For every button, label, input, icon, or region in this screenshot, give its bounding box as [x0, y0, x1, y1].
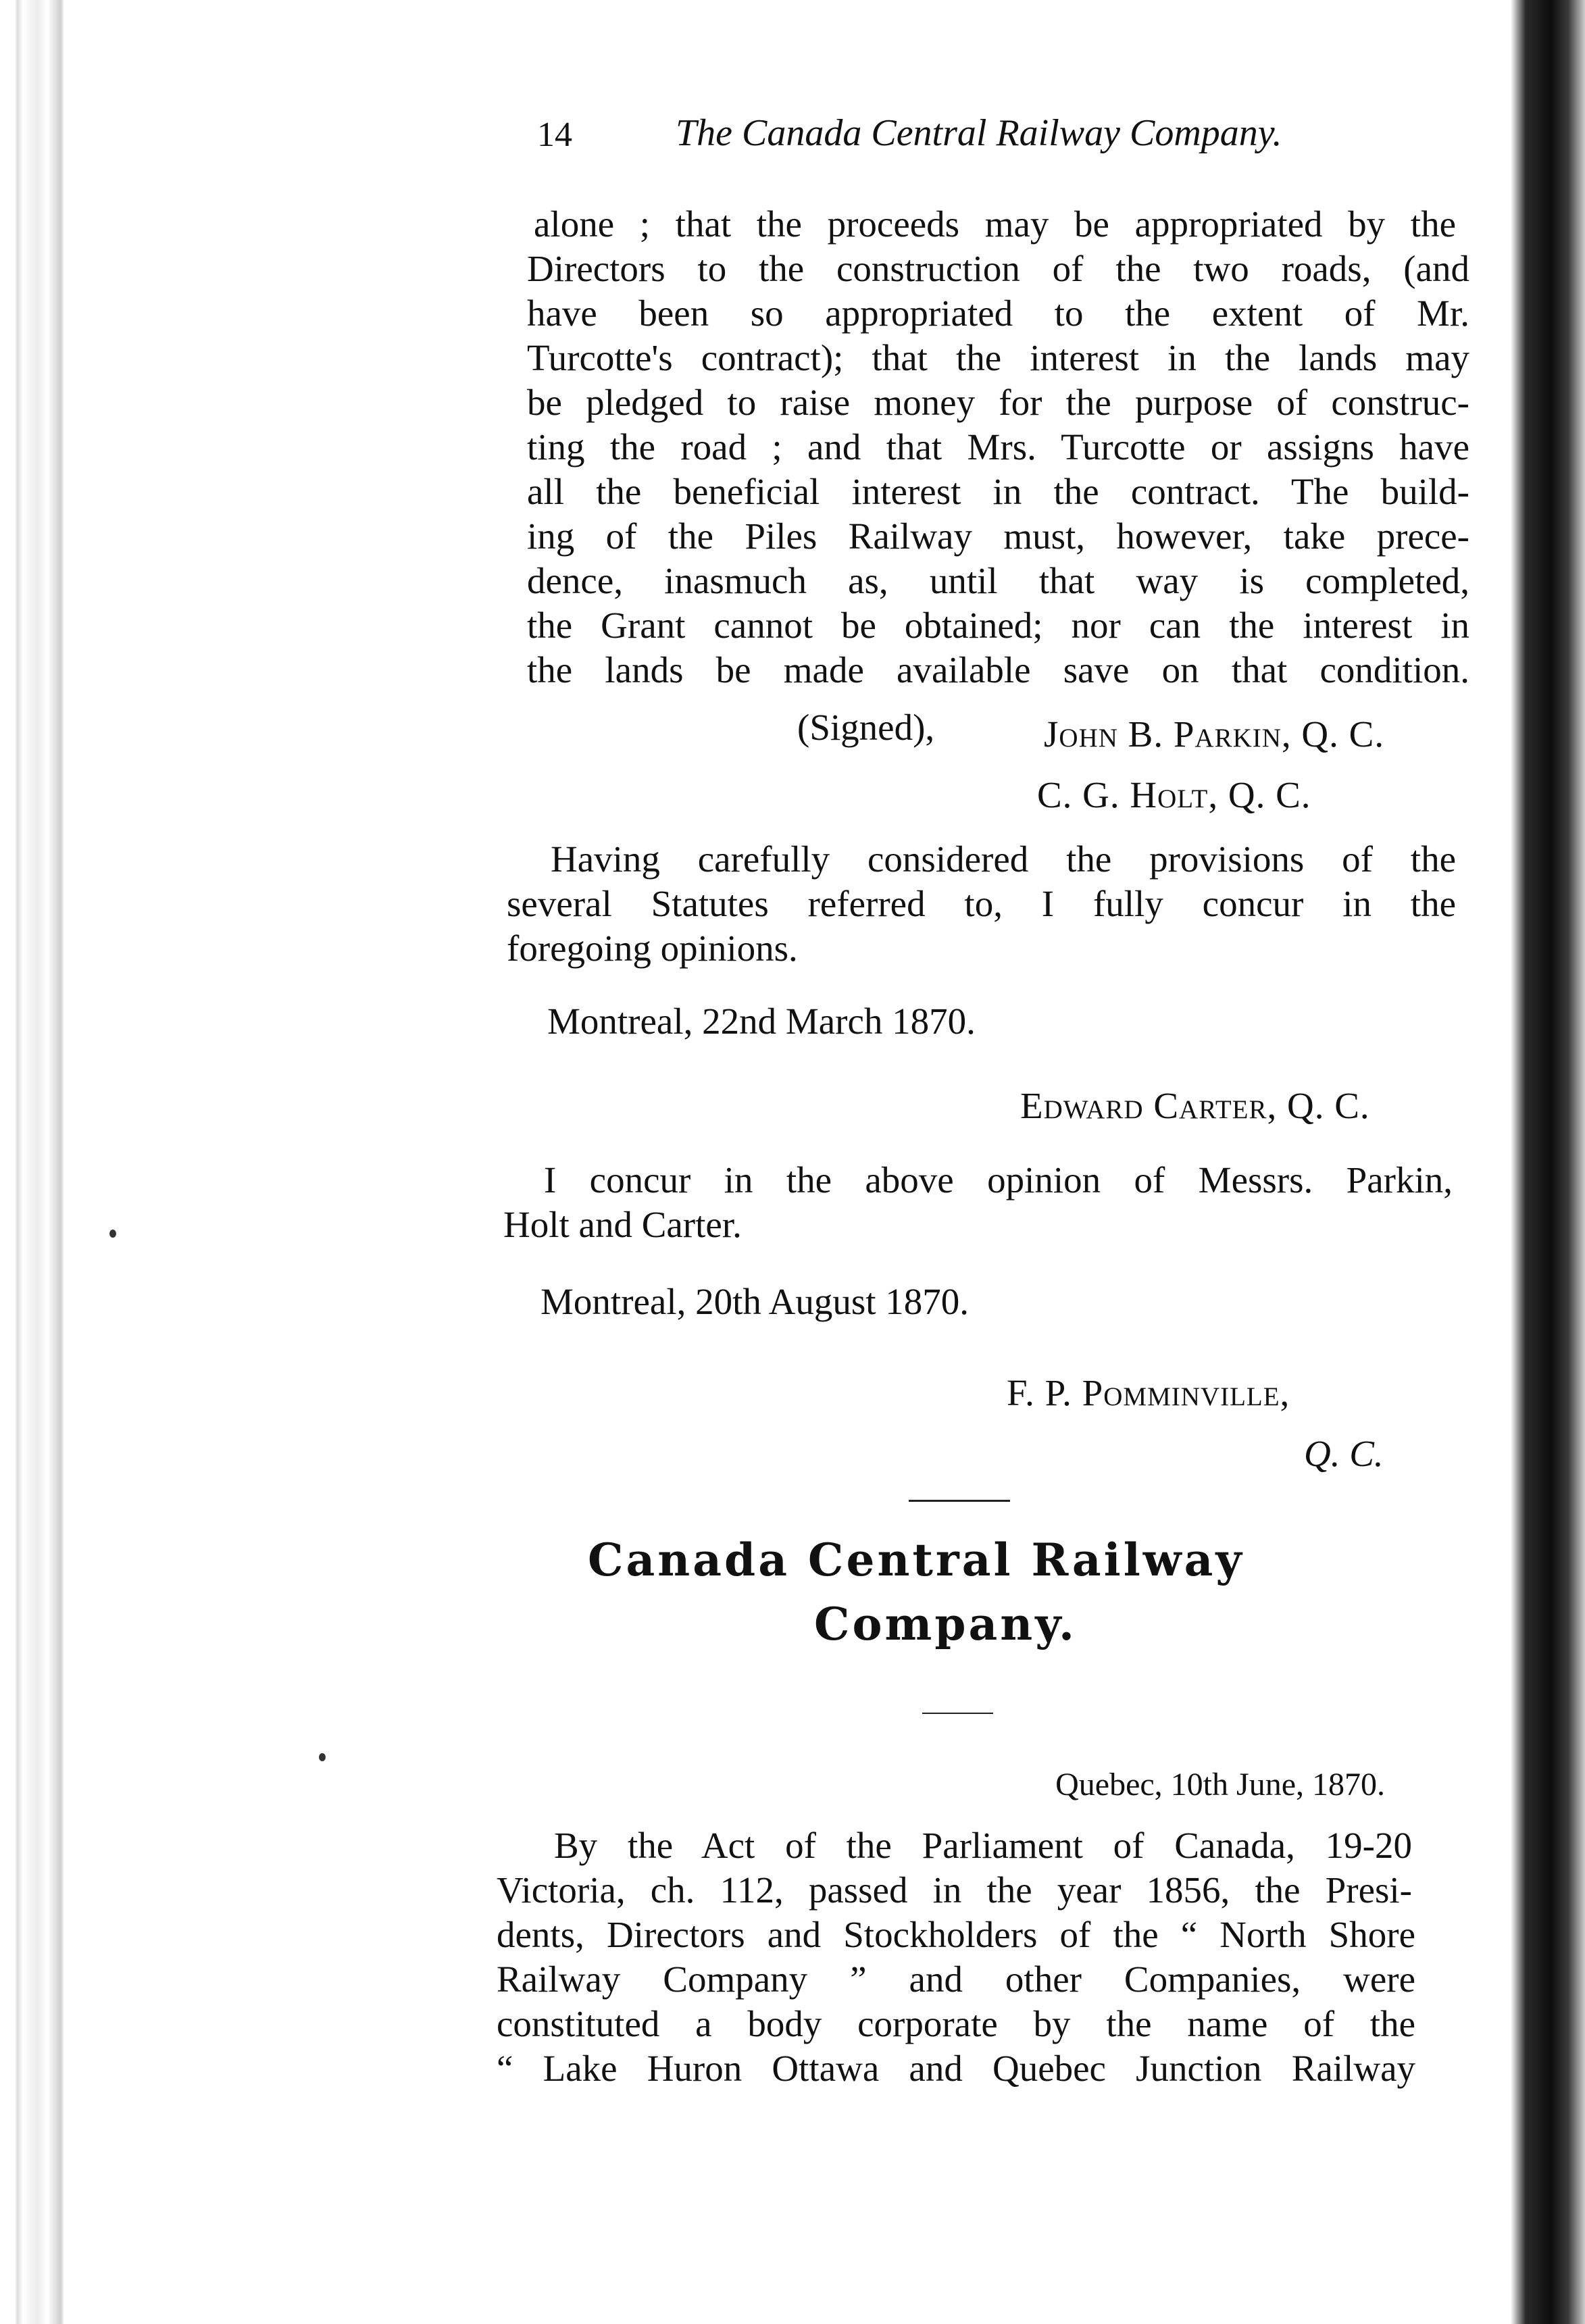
- page-edge-right: [1511, 0, 1585, 2324]
- signatory-carter: Edward Carter, Q. C.: [1020, 1085, 1370, 1126]
- text-line: “ Lake Huron Ottawa and Quebec Junction Railway: [497, 2048, 1415, 2089]
- text-line: Victoria, ch. 112, passed in the year 1856, the Presi-: [497, 1869, 1412, 1911]
- signatory-parkin: John B. Parkin, Q. C.: [1044, 713, 1385, 755]
- text-line: By the Act of the Parliament of Canada, 19-20: [554, 1825, 1412, 1866]
- text-line: constituted a body corporate by the name of the: [497, 2003, 1415, 2044]
- text-line: dents, Directors and Stockholders of the “ North Shore: [497, 1914, 1415, 1955]
- text-line: ing of the Piles Railway must, however, take prece-: [527, 515, 1469, 557]
- text-line: Holt and Carter.: [503, 1204, 742, 1245]
- text-line: Directors to the construction of the two roads, (and: [527, 248, 1469, 289]
- running-title: The Canada Central Railway Company.: [676, 112, 1282, 154]
- text-line: Having carefully considered the provisions of the: [551, 838, 1456, 880]
- signed-label: (Signed),: [797, 707, 935, 748]
- divider: [909, 1500, 1010, 1502]
- section-heading-line-1: Canada Central Railway: [588, 1534, 1244, 1586]
- page-number: 14: [537, 116, 572, 154]
- text-line: foregoing opinions.: [507, 928, 798, 969]
- text-line: I concur in the above opinion of Messrs. Parkin,: [544, 1159, 1453, 1201]
- text-line: dence, inasmuch as, until that way is completed,: [527, 560, 1469, 601]
- text-line: the lands be made available save on that condition.: [527, 649, 1469, 690]
- text-line: alone ; that the proceeds may be appropriated by the: [534, 203, 1456, 245]
- text-line: several Statutes referred to, I fully concur in the: [507, 883, 1456, 924]
- section-heading-line-2: Company.: [814, 1598, 1078, 1650]
- letter-date: Quebec, 10th June, 1870.: [1055, 1767, 1385, 1802]
- divider: [922, 1713, 993, 1714]
- text-line: be pledged to raise money for the purpose of construc-: [527, 382, 1469, 423]
- text-line: ting the road ; and that Mrs. Turcotte or assigns have: [527, 426, 1469, 468]
- text-line: the Grant cannot be obtained; nor can the interest in: [527, 605, 1469, 646]
- date-montreal-march: Montreal, 22nd March 1870.: [547, 1001, 976, 1042]
- signatory-pomminville-qc: Q. C.: [1304, 1433, 1384, 1474]
- page-edge-left: [0, 0, 64, 2324]
- signatory-holt: C. G. Holt, Q. C.: [1037, 774, 1311, 815]
- ink-speck: [319, 1753, 326, 1761]
- text-line: have been so appropriated to the extent of Mr.: [527, 293, 1469, 334]
- text-line: Turcotte's contract); that the interest in the lands may: [527, 337, 1469, 378]
- signatory-pomminville: F. P. Pomminville,: [1007, 1372, 1290, 1413]
- text-line: all the beneficial interest in the contract. The build-: [527, 471, 1469, 512]
- text-line: Railway Company ” and other Companies, were: [497, 1959, 1415, 2000]
- date-montreal-august: Montreal, 20th August 1870.: [540, 1281, 970, 1322]
- ink-speck: [109, 1230, 116, 1238]
